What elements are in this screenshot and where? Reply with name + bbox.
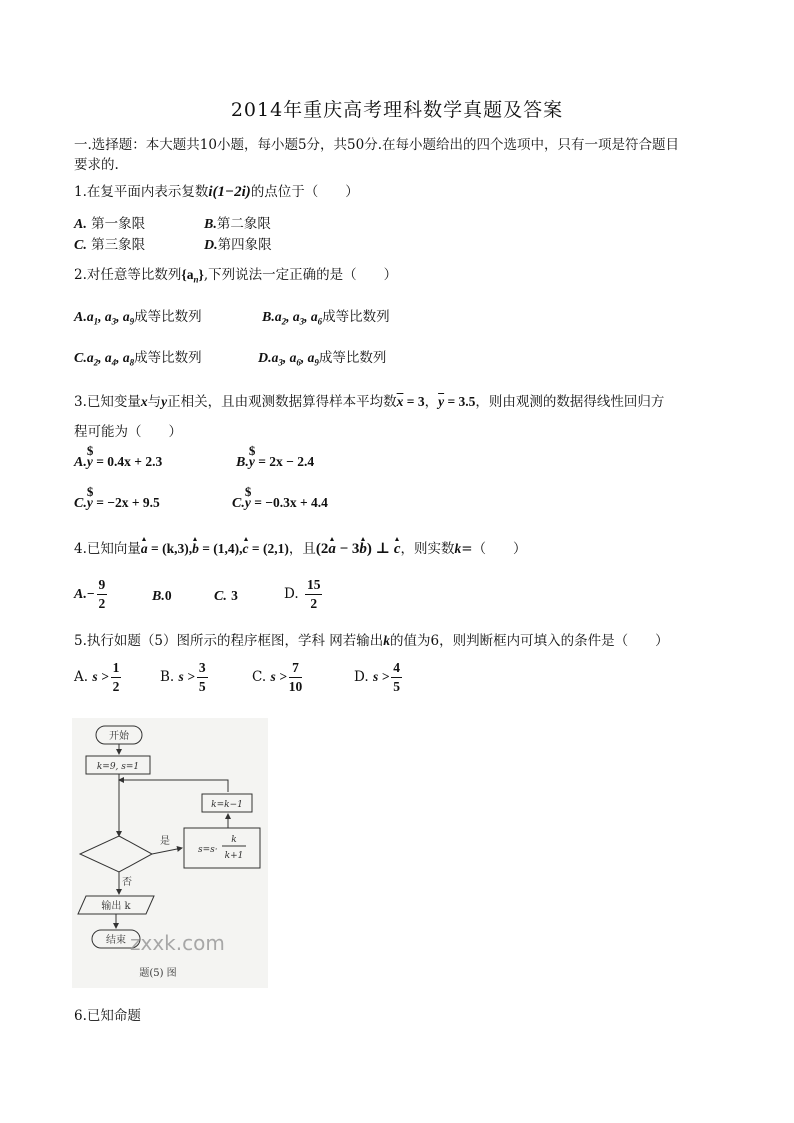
question-1-expression: i(1−2i) [208, 184, 251, 200]
option-letter: B. [262, 310, 275, 325]
vector-a-value: = (k,3), [147, 541, 193, 556]
option-text: 第四象限 [217, 237, 272, 253]
question-3-stem-tail: ，则由观测的数据得线性回归方 [475, 394, 665, 410]
vector-a: a [140, 541, 148, 556]
vector-b-value: = (1,4), [198, 541, 243, 556]
var-y: y [161, 394, 168, 409]
mean-y-value: = 3.5 [444, 394, 476, 409]
option-letter: B. [204, 217, 217, 232]
conj: 与 [147, 394, 162, 410]
yes-arrow [152, 848, 182, 854]
option-text: 成等比数列 [134, 350, 202, 366]
question-1-option-d [204, 233, 272, 254]
loop-arrow [119, 780, 228, 792]
vector-c-value: = (2,1) [248, 541, 289, 556]
question-5-stem [74, 629, 669, 649]
option-fraction: $\frac{9}{2}$ [98, 577, 106, 611]
option-letter: A. [74, 310, 87, 325]
mean-x: $\overline{x}$ [396, 394, 404, 409]
var-k: k [454, 541, 462, 556]
question-4-stem-mid: ，且 [288, 541, 316, 557]
question-4-stem [74, 537, 527, 558]
question-2-option-b [262, 305, 390, 327]
question-4-option-c [214, 588, 238, 605]
perpendicular-expression: (2a − 3b) ⊥ c [315, 541, 401, 557]
option-text: 第三象限 [91, 237, 146, 253]
option-value: 0 [164, 588, 172, 603]
option-terms: $a_3$, $a_6$, $a_9$ [271, 350, 319, 368]
option-fraction: $\frac{4}{5}$ [393, 660, 401, 694]
option-letter: D. [284, 586, 299, 602]
question-3-option-c [74, 495, 160, 512]
update-node [184, 828, 260, 868]
option-letter: D. [354, 669, 369, 685]
decision-node [80, 836, 152, 872]
option-terms: $a_2$, $a_4$, $a_8$ [86, 350, 135, 368]
option-text: 成等比数列 [322, 309, 390, 325]
init-label: k=9, s=1 [96, 762, 140, 772]
sequence-symbol: $\{a_n\}$ [181, 267, 204, 285]
option-fraction: $\frac{3}{5}$ [198, 660, 206, 694]
option-text: 第一象限 [91, 216, 146, 232]
option-letter: B. [236, 455, 249, 470]
option-letter: A. [74, 669, 89, 685]
option-letter: C. [74, 238, 87, 253]
option-letter: C. [252, 669, 267, 685]
question-3-stem-mid: 正相关，且由观测数据算得样本平均数 [167, 394, 397, 410]
option-letter: A. [74, 587, 87, 602]
var-k: k [383, 633, 391, 648]
y-hat: $ y [87, 454, 93, 470]
option-sign: − [86, 586, 95, 601]
option-lhs: s > [178, 669, 195, 684]
option-terms: $a_2$, $a_3$, $a_6$ [274, 309, 323, 327]
option-value: 3 [231, 588, 238, 603]
vector-c: c [242, 541, 249, 556]
option-text: 成等比数列 [318, 350, 387, 366]
question-5-stem-text: 5.执行如题（5）图所示的程序框图，学科 网若输出 [74, 633, 384, 649]
mean-y: $\overline{y}$ [438, 394, 445, 409]
option-lhs: s > [372, 669, 390, 684]
var-x: x [140, 394, 148, 409]
question-3-option-a [74, 454, 162, 471]
question-4-option-b [152, 588, 172, 605]
separator: ， [424, 394, 439, 410]
question-5-option-c [252, 659, 304, 696]
question-2-stem [74, 263, 397, 285]
update-numerator: k [231, 835, 237, 845]
question-2-option-d [258, 346, 386, 368]
start-label: 开始 [109, 731, 129, 742]
question-4-stem-tail: ，则实数 [400, 541, 455, 557]
option-fraction: $\frac{15}{2}$ [306, 577, 321, 611]
question-1-option-c [74, 233, 145, 254]
question-3-stem [74, 390, 664, 410]
option-equation: = −0.3x + 4.4 [250, 495, 328, 510]
question-4-stem-text: 4.已知向量 [74, 541, 141, 557]
option-fraction: $\frac{7}{10}$ [288, 660, 303, 694]
y-hat: $ y [87, 495, 93, 511]
flowchart-svg [72, 718, 268, 988]
question-4-option-d [284, 576, 324, 613]
decrement-label: k=k−1 [211, 800, 243, 810]
question-2-option-c [74, 346, 202, 368]
option-fraction: $\frac{1}{2}$ [112, 660, 120, 694]
y-hat: $ y [249, 454, 255, 470]
option-letter: B. [160, 669, 175, 685]
option-text: 成等比数列 [134, 309, 202, 325]
update-label: s=s· [198, 845, 218, 855]
y-hat: $ y [245, 495, 251, 511]
option-letter: C. [232, 496, 245, 511]
section-instructions-line2: 要求的. [74, 157, 119, 173]
mean-x-value: = 3 [403, 394, 425, 409]
question-3-option-d [232, 495, 328, 512]
question-3-option-b [236, 454, 314, 471]
section-instructions-line1: 一.选择题：本大题共10小题，每小题5分，共50分.在每小题给出的四个选项中，只有一项是符合题目 [74, 137, 680, 153]
option-letter: C. [74, 351, 87, 366]
question-1-stem-tail: 的点位于（ ） [250, 184, 359, 200]
question-4-stem-end: =（ ） [461, 541, 527, 557]
page-title: 2014年重庆高考理科数学真题及答案 [230, 99, 564, 121]
question-1-stem [74, 180, 359, 201]
update-denominator: k+1 [224, 851, 244, 861]
question-3-stem-line2: 程可能为（ ） [74, 424, 182, 440]
option-letter: D. [204, 238, 218, 253]
question-4-option-a [74, 576, 109, 613]
no-label: 否 [122, 877, 132, 888]
option-letter: C. [214, 589, 227, 604]
option-letter: A. [74, 455, 87, 470]
output-label: 输出 k [101, 901, 131, 912]
question-5-option-b [160, 659, 210, 696]
figure-caption: 题(5) 图 [139, 968, 177, 979]
option-equation: = 2x − 2.4 [254, 454, 315, 469]
question-2-stem-text: 2.对任意等比数列 [74, 267, 182, 283]
yes-label: 是 [160, 836, 170, 847]
option-letter: C. [74, 496, 87, 511]
question-6-stem: 6.已知命题 [74, 1008, 141, 1024]
option-letter: B. [152, 589, 165, 604]
watermark-text: zxxk.com [130, 931, 225, 955]
end-label: 结束 [106, 935, 126, 946]
question-1-option-a [74, 212, 145, 233]
question-1-option-b [204, 212, 271, 233]
option-equation: = 0.4x + 2.3 [92, 454, 163, 469]
option-lhs: s > [270, 669, 287, 684]
option-letter: A. [74, 217, 87, 232]
option-letter: D. [258, 351, 272, 366]
question-3-stem-text: 3.已知变量 [74, 394, 141, 410]
question-2-stem-tail: ,下列说法一定正确的是（ ） [203, 267, 398, 283]
option-lhs: s > [92, 669, 109, 684]
question-2-option-a [74, 305, 202, 327]
vector-b: b [192, 541, 199, 556]
question-5-stem-tail: 的值为6，则判断框内可填入的条件是（ ） [390, 633, 669, 649]
question-5-option-d [354, 659, 404, 696]
question-5-option-a [74, 659, 123, 696]
option-terms: $a_1$, $a_3$, $a_9$ [86, 309, 135, 327]
option-text: 第二象限 [216, 216, 271, 232]
option-equation: = −2x + 9.5 [92, 495, 160, 510]
question-1-stem-text: 1.在复平面内表示复数 [74, 184, 209, 200]
flowchart-figure [72, 718, 268, 988]
